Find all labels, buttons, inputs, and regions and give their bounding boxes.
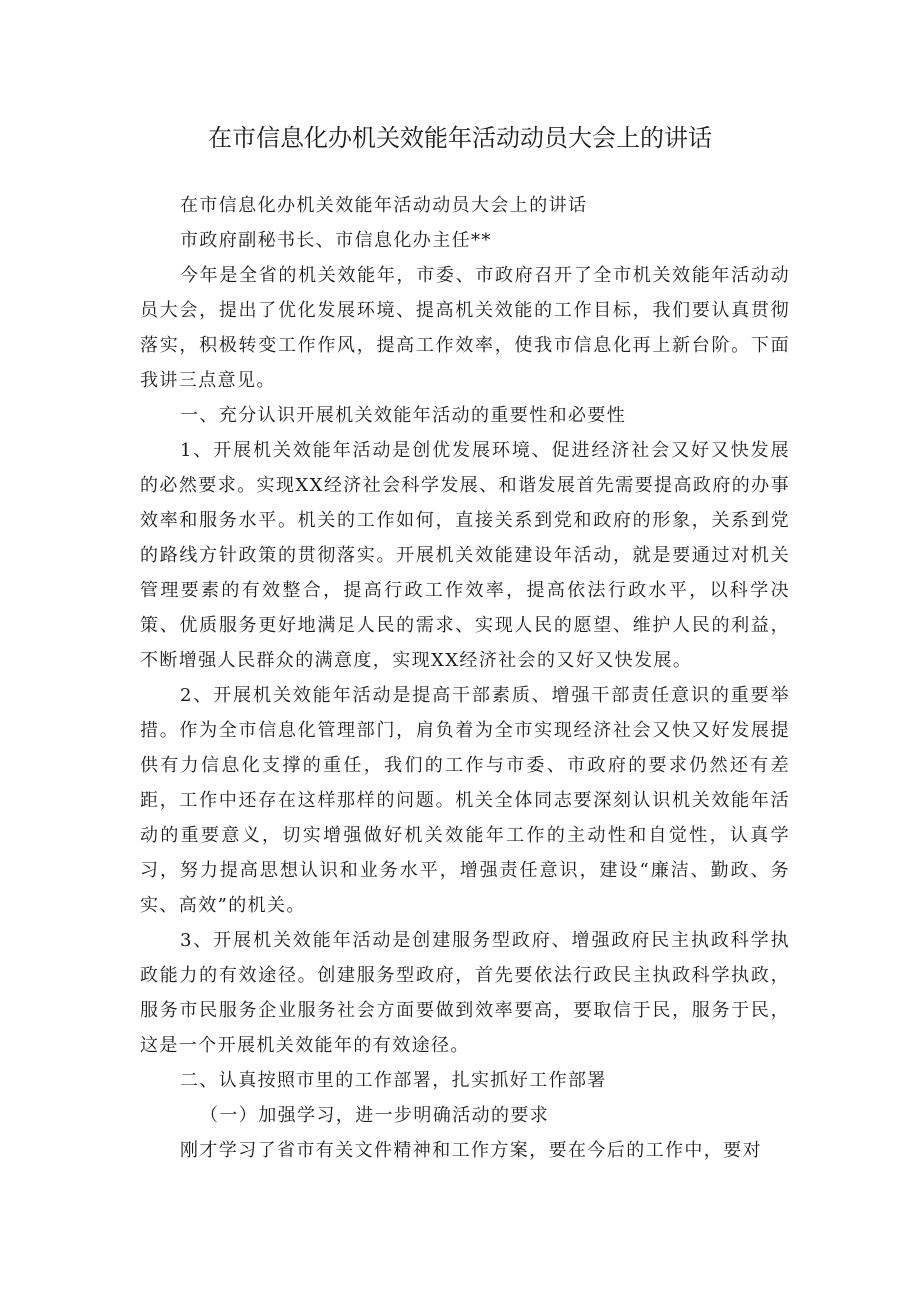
point-2-paragraph: 2、开展机关效能年活动是提高干部素质、增强干部责任意识的重要举措。作为全市信息化管理部门，肩负着为全市实现经济社会又快又好发展提供有力信息化支撑的重任，我们的工作与市委、市政府的要求仍然还有差距，工作中还存在这样那样的问题。机关全体同志要深刻认识机关效能年活动的重要意义，切实增强做好机关效能年工作的主动性和自觉性，认真学习，努力提高思想认识和业务水平，增强责任意识，建设“廉洁、勤政、务实、高效”的机关。 <box>140 685 790 916</box>
point-1-paragraph: 1、开展机关效能年活动是创优发展环境、促进经济社会又好又快发展的必然要求。实现XX经济社会科学发展、和谐发展首先需要提高政府的办事效率和服务水平。机关的工作如何，直接关系到党和政府的形象，关系到党的路线方针政策的贯彻落实。开展机关效能建设年活动，就是要通过对机关管理要素的有效整合，提高行政工作效率，提高依法行政水平，以科学决策、优质服务更好地满足人民的需求、实现人民的愿望、维护人民的利益，不断增强人民群众的满意度，实现XX经济社会的又好又快发展。 <box>140 440 790 671</box>
subsection-heading-1: （一）加强学习，进一步明确活动的要求 <box>200 1105 550 1126</box>
closing-paragraph: 刚才学习了省市有关文件精神和工作方案，要在今后的工作中，要对 <box>180 1140 762 1161</box>
document-body <box>140 188 790 1168</box>
subtitle-line: 在市信息化办机关效能年活动动员大会上的讲话 <box>180 195 588 216</box>
speaker-line: 市政府副秘书长、市信息化办主任** <box>180 230 492 251</box>
intro-paragraph: 今年是全省的机关效能年，市委、市政府召开了全市机关效能年活动动员大会，提出了优化发展环境、提高机关效能的工作目标，我们要认真贯彻落实，积极转变工作作风，提高工作效率，使我市信息化再上新台阶。下面我讲三点意见。 <box>140 265 790 391</box>
section-heading-2: 二、认真按照市里的工作部署，扎实抓好工作部署 <box>180 1070 607 1091</box>
section-heading-1: 一、充分认识开展机关效能年活动的重要性和必要性 <box>180 405 627 426</box>
point-3-paragraph: 3、开展机关效能年活动是创建服务型政府、增强政府民主执政科学执政能力的有效途径。创建服务型政府，首先要依法行政民主执政科学执政，服务市民服务企业服务社会方面要做到效率要高，要取信于民，服务于民，这是一个开展机关效能年的有效途径。 <box>140 930 790 1056</box>
document-title: 在市信息化办机关效能年活动动员大会上的讲话 <box>208 124 712 152</box>
